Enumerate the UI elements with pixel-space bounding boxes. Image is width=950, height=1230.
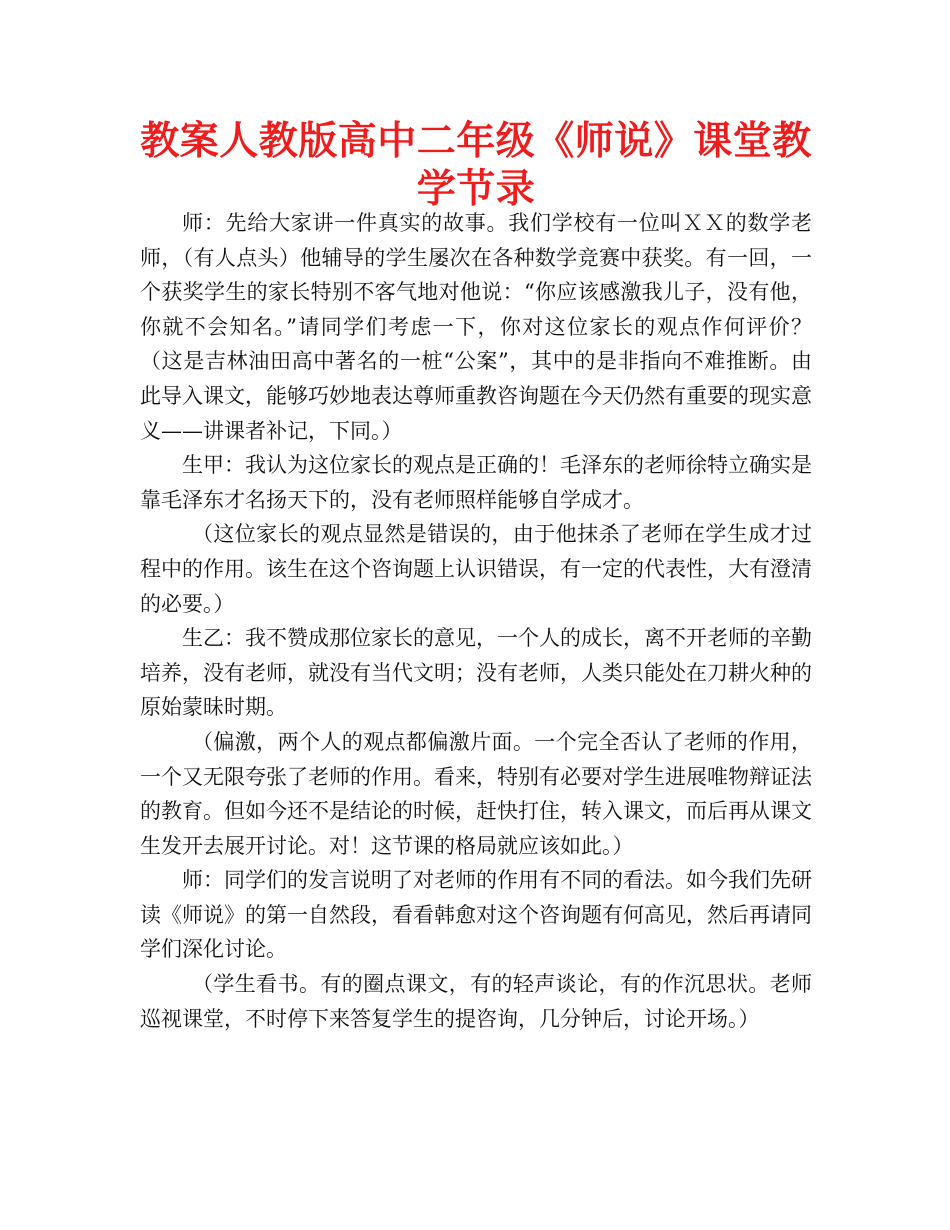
document-title: 教案人教版高中二年级《师说》课堂教学节录 — [140, 119, 812, 212]
paragraph-student-a: 生甲：我认为这位家长的观点是正确的！毛泽东的老师徐特立确实是靠毛泽东才名扬天下的，没有老师照样能够自学成才。 — [140, 453, 812, 512]
document-body — [140, 206, 812, 1036]
paragraph-teacher-intro: 师：先给大家讲一件真实的故事。我们学校有一位叫ＸＸ的数学老师，（有人点头）他辅导的学生屡次在各种数学竞赛中获奖。有一回，一个获奖学生的家长特别不客气地对他说：“你应该感激我儿子，没有他，你就不会知名。”请同学们考虑一下，你对这位家长的观点作何评价？（这是吉林油田高中著名的一桩“公案”，其中的是非指向不难推断。由此导入课文，能够巧妙地表达尊师重教咨询题在今天仍然有重要的现实意义——讲课者补记，下同。） — [140, 211, 812, 443]
paragraph-teacher-transition: 师：同学们的发言说明了对老师的作用有不同的看法。如今我们先研读《师说》的第一自然段，看看韩愈对这个咨询题有何高见，然后再请同学们深化讨论。 — [140, 868, 812, 962]
paragraph-note-1: （这位家长的观点显然是错误的，由于他抹杀了老师在学生成才过程中的作用。该生在这个咨询题上认识错误，有一定的代表性，大有澄清的必要。） — [140, 522, 812, 616]
paragraph-note-3: （学生看书。有的圈点课文，有的轻声谈论，有的作沉思状。老师巡视课堂，不时停下来答复学生的提咨询，几分钟后，讨论开场。） — [140, 972, 812, 1031]
paragraph-note-2: （偏激，两个人的观点都偏激片面。一个完全否认了老师的作用，一个又无限夸张了老师的作用。看来，特别有必要对学生进展唯物辩证法的教育。但如今还不是结论的时候，赶快打住，转入课文，而后再从课文生发开去展开讨论。对！这节课的格局就应该如此。） — [140, 729, 812, 858]
paragraph-student-b: 生乙：我不赞成那位家长的意见，一个人的成长，离不开老师的辛勤培养，没有老师，就没有当代文明；没有老师，人类只能处在刀耕火种的原始蒙昧时期。 — [140, 626, 812, 720]
